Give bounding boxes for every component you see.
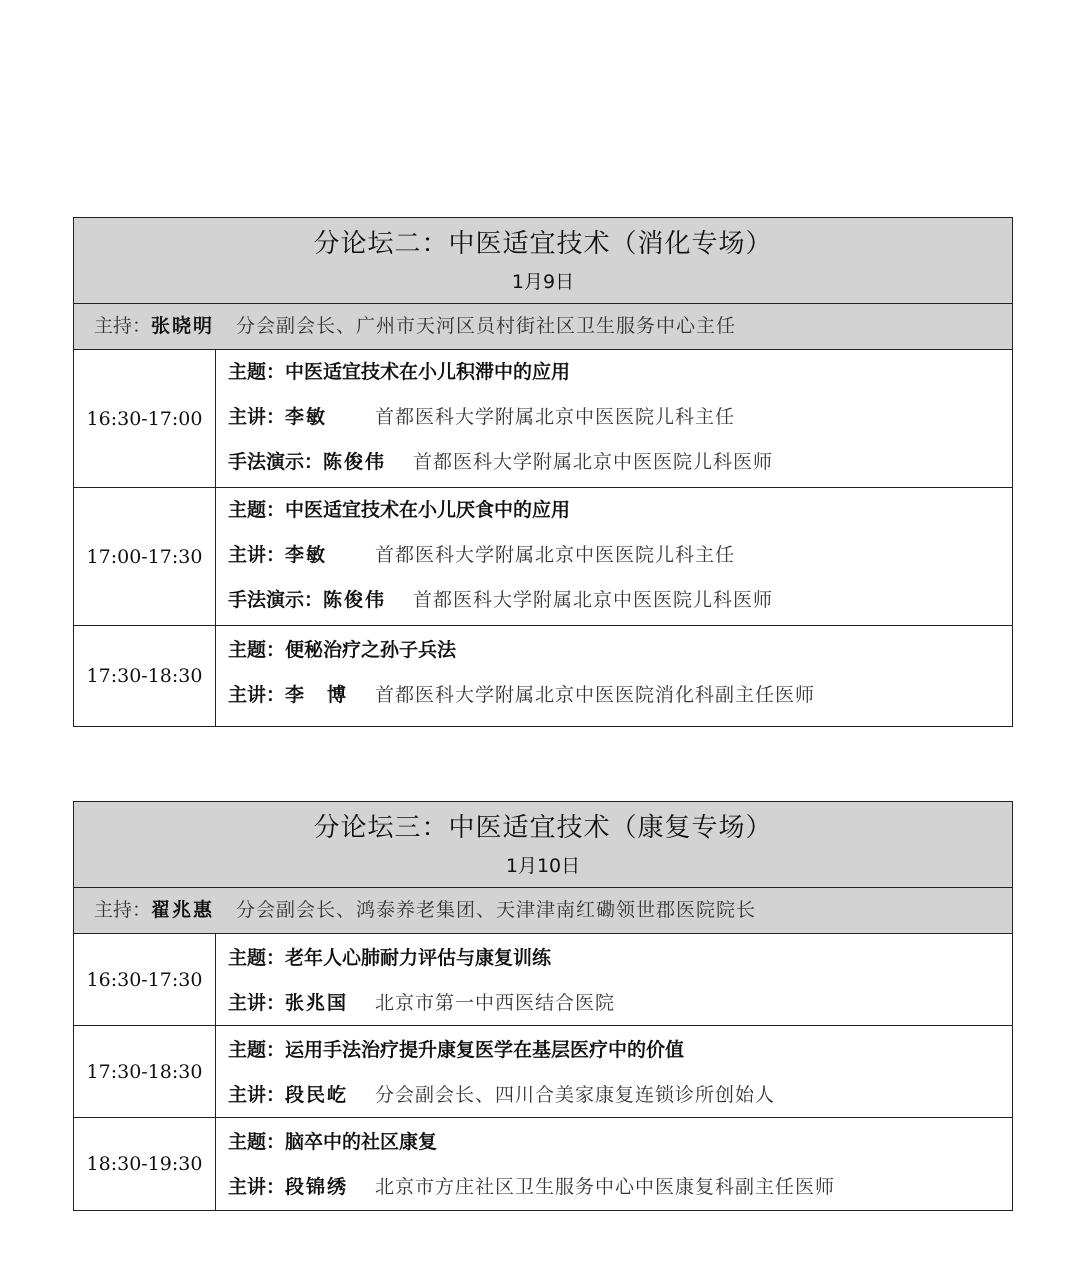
host-description: 分会副会长、广州市天河区员村街社区卫生服务中心主任 [236, 315, 737, 337]
session-row [74, 626, 1012, 726]
forum-2-title: 分论坛二：中医适宜技术（消化专场） [313, 229, 773, 259]
forum-3-host-row [74, 888, 1012, 934]
session-row [74, 934, 1012, 1026]
session-content [216, 626, 1012, 726]
session-time: 16:30-17:30 [74, 934, 216, 1025]
forum-3-title: 分论坛三：中医适宜技术（康复专场） [313, 813, 773, 843]
topic-label: 主题： [228, 1039, 286, 1061]
forum-3-date: 1月10日 [505, 855, 581, 877]
demo-line [228, 578, 1012, 623]
topic-text: 运用手法治疗提升康复医学在基层医疗中的价值 [285, 1039, 685, 1061]
demo-name: 陈俊伟 [323, 589, 387, 611]
speaker-label: 主讲： [228, 1176, 286, 1198]
speaker-line [228, 533, 1012, 578]
forum-2-header [74, 218, 1012, 304]
topic-line [228, 936, 1012, 981]
demo-label: 手法演示： [228, 451, 324, 473]
forum-3-header [74, 802, 1012, 888]
session-time: 17:30-18:30 [74, 626, 216, 726]
speaker-name: 段民屹 [285, 1084, 349, 1106]
speaker-line [228, 1165, 1012, 1210]
session-time: 17:30-18:30 [74, 1026, 216, 1117]
topic-label: 主题： [228, 639, 286, 661]
speaker-description: 首都医科大学附属北京中医医院消化科副主任医师 [375, 684, 816, 706]
session-row [74, 350, 1012, 488]
session-time: 17:00-17:30 [74, 488, 216, 625]
speaker-name: 李 博 [285, 684, 349, 706]
demo-name: 陈俊伟 [323, 451, 387, 473]
speaker-name: 段锦绣 [285, 1176, 349, 1198]
host-name: 翟兆惠 [151, 899, 215, 921]
session-content [216, 350, 1012, 487]
topic-label: 主题： [228, 499, 286, 521]
speaker-label: 主讲： [228, 1084, 286, 1106]
speaker-label: 主讲： [228, 406, 286, 428]
topic-text: 便秘治疗之孙子兵法 [285, 639, 457, 661]
speaker-label: 主讲： [228, 684, 286, 706]
speaker-name: 李敏 [285, 544, 328, 566]
topic-line [228, 1028, 1012, 1073]
session-content [216, 1118, 1012, 1210]
demo-line [228, 440, 1012, 485]
topic-text: 老年人心肺耐力评估与康复训练 [285, 947, 552, 969]
speaker-line [228, 673, 1012, 718]
speaker-description: 北京市方庄社区卫生服务中心中医康复科副主任医师 [375, 1176, 836, 1198]
topic-label: 主题： [228, 947, 286, 969]
host-label: 主持： [94, 899, 152, 921]
topic-label: 主题： [228, 361, 286, 383]
host-label: 主持： [94, 315, 152, 337]
topic-text: 脑卒中的社区康复 [285, 1131, 438, 1153]
topic-line [228, 350, 1012, 395]
demo-description: 首都医科大学附属北京中医医院儿科医师 [413, 589, 774, 611]
speaker-label: 主讲： [228, 992, 286, 1014]
forum-2-date: 1月9日 [511, 271, 575, 293]
host-name: 张晓明 [151, 315, 215, 337]
session-row [74, 1118, 1012, 1210]
demo-label: 手法演示： [228, 589, 324, 611]
speaker-name: 李敏 [285, 406, 328, 428]
speaker-label: 主讲： [228, 544, 286, 566]
forum-2-table [73, 217, 1013, 727]
forum-3-table [73, 801, 1013, 1211]
session-content [216, 1026, 1012, 1117]
topic-line [228, 1120, 1012, 1165]
speaker-line [228, 1073, 1012, 1118]
topic-text: 中医适宜技术在小儿积滞中的应用 [285, 361, 571, 383]
session-row [74, 1026, 1012, 1118]
host-description: 分会副会长、鸿泰养老集团、天津津南红磡领世郡医院院长 [236, 899, 757, 921]
topic-text: 中医适宜技术在小儿厌食中的应用 [285, 499, 571, 521]
session-row [74, 488, 1012, 626]
session-time: 18:30-19:30 [74, 1118, 216, 1210]
speaker-description: 首都医科大学附属北京中医医院儿科主任 [375, 544, 736, 566]
topic-label: 主题： [228, 1131, 286, 1153]
speaker-line [228, 395, 1012, 440]
forum-2-host-row [74, 304, 1012, 350]
speaker-name: 张兆国 [285, 992, 349, 1014]
topic-line [228, 488, 1012, 533]
session-content [216, 488, 1012, 625]
session-time: 16:30-17:00 [74, 350, 216, 487]
speaker-description: 首都医科大学附属北京中医医院儿科主任 [375, 406, 736, 428]
speaker-description: 分会副会长、四川合美家康复连锁诊所创始人 [375, 1084, 776, 1106]
session-content [216, 934, 1012, 1025]
topic-line [228, 628, 1012, 673]
speaker-description: 北京市第一中西医结合医院 [375, 992, 616, 1014]
demo-description: 首都医科大学附属北京中医医院儿科医师 [413, 451, 774, 473]
speaker-line [228, 981, 1012, 1026]
